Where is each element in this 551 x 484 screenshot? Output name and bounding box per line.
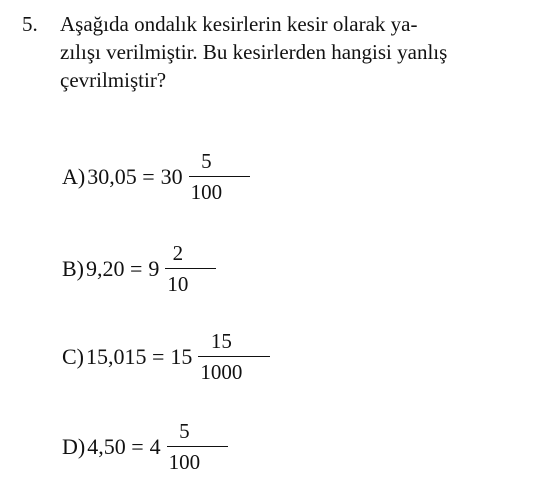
- fraction-numerator: 2: [172, 241, 184, 265]
- fraction-denominator: 100: [168, 450, 201, 475]
- option-decimal: 15,015 =: [86, 343, 165, 369]
- option-letter: B): [62, 255, 84, 281]
- option-decimal: 9,20 =: [86, 255, 143, 281]
- fraction-denominator: 100: [190, 180, 223, 205]
- fraction-numerator: 15: [210, 329, 232, 353]
- question-line: zılışı verilmiştir. Bu kesirlerden hangisi yanlış: [60, 40, 448, 64]
- option-fraction: [165, 240, 216, 297]
- option-d[interactable]: [62, 418, 228, 475]
- option-letter: D): [62, 433, 86, 459]
- option-decimal: 4,50 =: [87, 433, 144, 459]
- fraction-numerator: 5: [179, 419, 190, 443]
- option-letter: C): [62, 343, 84, 369]
- fraction-numerator: 5: [201, 149, 212, 173]
- option-whole: 30: [160, 163, 183, 189]
- option-fraction: [189, 148, 251, 205]
- option-a[interactable]: [62, 148, 250, 205]
- question-text: [60, 10, 540, 94]
- option-whole: 9: [148, 255, 160, 281]
- option-b[interactable]: [62, 240, 216, 297]
- question-number: 5.: [22, 12, 38, 36]
- option-fraction: [198, 328, 270, 385]
- fraction-denominator: 10: [167, 272, 189, 297]
- option-whole: 4: [149, 433, 161, 459]
- question-line: Aşağıda ondalık kesirlerin kesir olarak ya-: [60, 12, 418, 36]
- option-decimal: 30,05 =: [87, 163, 155, 189]
- option-fraction: [167, 418, 229, 475]
- option-c[interactable]: [62, 328, 270, 385]
- option-whole: 15: [170, 343, 193, 369]
- option-letter: A): [62, 163, 86, 189]
- question-line: çevrilmiştir?: [60, 68, 167, 92]
- fraction-denominator: 1000: [200, 360, 243, 385]
